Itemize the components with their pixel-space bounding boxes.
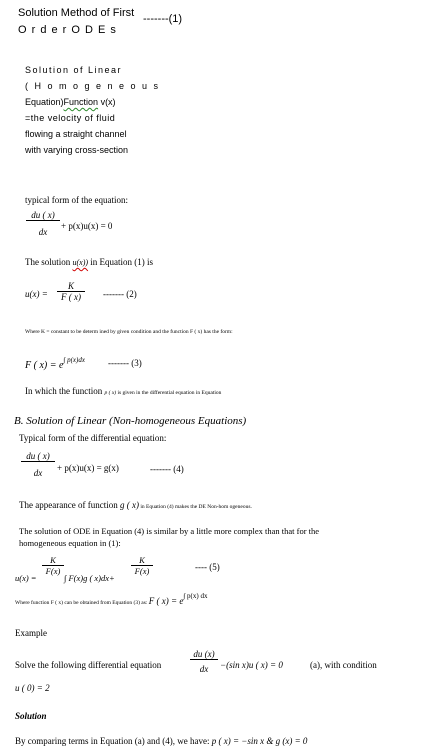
fraction-numerator: du ( x): [26, 210, 60, 221]
fraction-numerator: K: [139, 555, 145, 565]
intro-line: Solution of Linear: [25, 65, 123, 75]
example-initial-condition: u ( 0) = 2: [15, 683, 50, 693]
exponent-integral: ∫ p(x)dx: [63, 356, 85, 364]
appearance-sentence: [19, 500, 252, 510]
spellcheck-word: u(x)): [72, 258, 89, 267]
equation-1-rest: + p(x)u(x) = 0: [61, 221, 113, 231]
fraction-denominator: dx: [33, 468, 43, 478]
k-over-f-fraction: [57, 281, 85, 302]
intro-line: with varying cross-section: [25, 145, 129, 155]
example-solve-text: Solve the following differential equation: [15, 660, 162, 670]
fraction-numerator: du (x): [190, 649, 218, 660]
fraction-denominator: dx: [38, 227, 48, 237]
example-derivative-fraction: [190, 649, 218, 674]
f-of-x-expression: F ( x) = e: [148, 596, 184, 606]
sentence-text: in Equation (4) makes the DE Non-hom ogeneous.: [138, 504, 252, 510]
sentence-text: is given in the differential equation in Equation: [116, 390, 222, 396]
equation-3-reference: ------- (3): [108, 358, 142, 368]
spellcheck-word: Function: [63, 97, 99, 107]
sentence-text: in Equation (1) is: [88, 257, 154, 267]
fraction-numerator: du ( x): [21, 451, 55, 462]
function-p-sentence: [25, 386, 221, 396]
typical-form-label-b: Typical form of the differential equation:: [19, 433, 167, 443]
section-b-heading: B. Solution of Linear (Non-homogeneous Equations): [14, 415, 247, 427]
sentence-text: The appearance of function: [19, 500, 120, 510]
equation-4-rest: + p(x)u(x) = g(x): [57, 463, 119, 473]
solution-sentence: [25, 257, 153, 267]
solution-description-line1: The solution of ODE in Equation (4) is similar by a little more complex than that for the: [19, 526, 320, 536]
derivative-fraction: [26, 210, 60, 237]
exponent-integral: ∫ p(x) dx: [183, 592, 208, 600]
equation-2-lhs: u(x) =: [25, 289, 48, 299]
intro-line: flowing a straight channel: [25, 129, 127, 139]
fraction-denominator: F(x): [131, 565, 153, 576]
equation-2-reference: ------- (2): [103, 289, 137, 299]
equation-4-reference: ------- (4): [150, 464, 184, 474]
intro-line: [25, 94, 160, 110]
fraction-denominator: dx: [199, 664, 209, 674]
intro-line: =the velocity of fluid: [25, 113, 116, 123]
intro-block: [25, 62, 160, 158]
solution-label: Solution: [15, 711, 47, 721]
intro-text: v(x): [98, 97, 116, 107]
sentence-text: By comparing terms in Equation (a) and (4), we have:: [15, 736, 212, 746]
intro-text: Equation): [25, 97, 64, 107]
equation-3-lhs: F ( x) = e: [25, 360, 64, 371]
example-equation-rest: −(sin x)u ( x) = 0: [220, 660, 283, 670]
function-g: g ( x): [119, 500, 139, 510]
intro-line: ( H o m o g e n e o u s: [25, 81, 161, 91]
sentence-text: The solution: [25, 257, 73, 267]
fraction-numerator: K: [50, 555, 56, 565]
example-condition-text: (a), with condition: [310, 660, 377, 670]
equation-5-reference: ---- (5): [195, 562, 220, 572]
fraction-denominator: F ( x): [61, 292, 81, 302]
sentence-text: In which the function: [25, 386, 105, 396]
sentence-text: Where function F ( x) can be obtained from Equation (3) as:: [15, 600, 149, 606]
k-over-f-fraction-2: [131, 555, 153, 576]
function-p: p ( x): [104, 390, 117, 396]
k-over-f-fraction-1: [42, 555, 64, 576]
page-title: Solution Method of First: [18, 7, 135, 19]
fraction-numerator: K: [57, 281, 85, 292]
example-label: Example: [15, 628, 47, 638]
page-title-line2: O r d e r O D E s: [18, 24, 117, 36]
equation-5-lhs: u(x) =: [15, 573, 37, 583]
solution-terms: p ( x) = −sin x & g (x) = 0: [211, 736, 308, 746]
equation-5-integral: ∫ F(x)g ( x)dx+: [64, 573, 115, 583]
equation-3: [25, 356, 85, 371]
solution-description-line2: homogeneous equation in (1):: [19, 538, 121, 548]
derivative-fraction-b: [21, 451, 55, 478]
fraction-denominator: F(x): [42, 565, 64, 576]
solution-comparison: [15, 736, 307, 746]
where-k-sentence: Where K = constant to be determ ined by given condition and the function F ( x) has the form:: [25, 329, 233, 335]
title-dash-reference: -------(1): [143, 13, 183, 25]
where-function-sentence: [15, 592, 207, 606]
typical-form-label: typical form of the equation:: [25, 195, 128, 205]
